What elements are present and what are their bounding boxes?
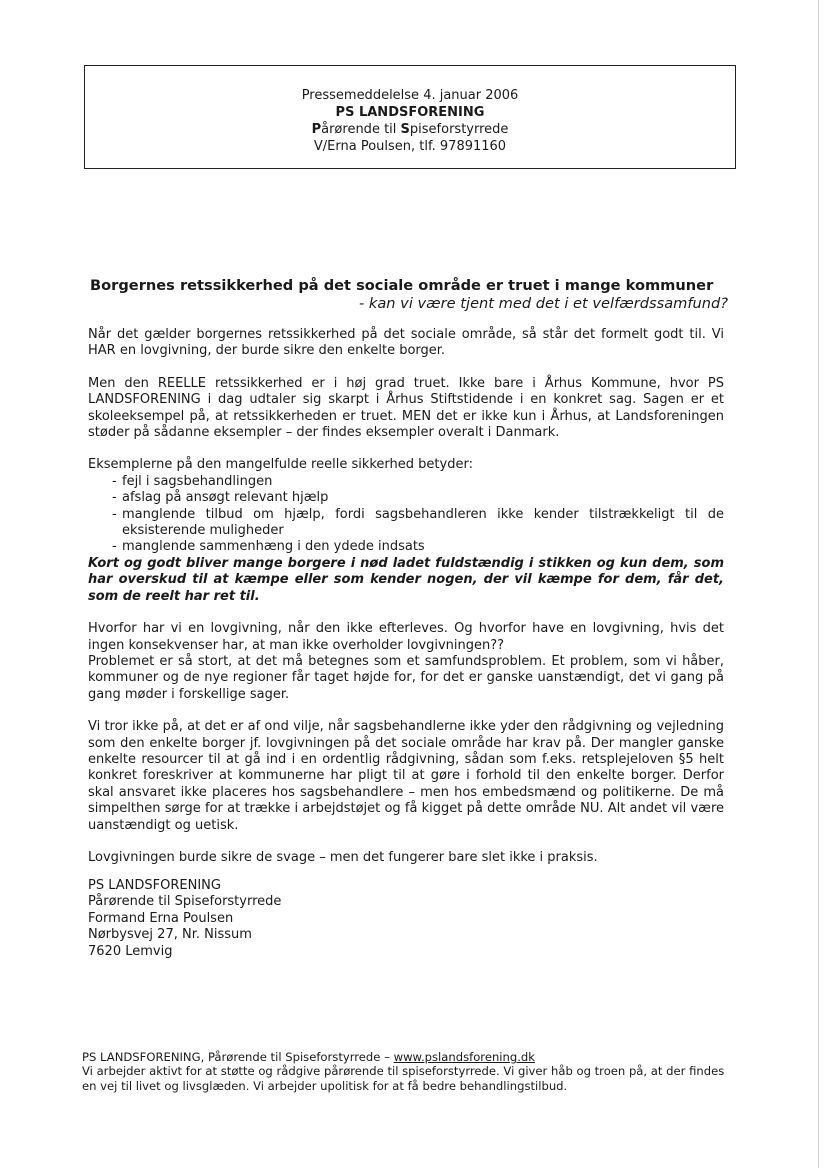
footer	[82, 1050, 732, 1093]
list-item: - manglende tilbud om hjælp, fordi sagsbehandleren ikke kender tilstrækkeligt til de eksisterende muligheder	[112, 506, 724, 539]
paragraph-5: Vi tror ikke på, at det er af ond vilje, når sagsbehandlerne ikke yder den rådgivning og vejledning som den enkelte borger jf. lovgivningen på det sociale område har krav på. Der mangler ganske enkelte resourcer til at gå ind i en ordentlig rådgivning, sådan som f.eks. retsplejeloven §5 helt konkret foreskriver at kommunerne har pligt til at gøre i forhold til den enkelte borger. Derfor skal ansvaret ikke placeres hos sagsbehandlere – men hos embedsmænd og politikerne. De må simpelthen sørge for at trække i arbejdstøjet og få kigget på dette område NU. Alt andet vil være uanstændigt og uetisk.	[88, 719, 724, 833]
paragraph-3: Hvorfor har vi en lovgivning, når den ikke efterleves. Og hvorfor have en lovgivning, hvis det ingen konsekvenser har, at man ikke overholder lovgivningen??	[88, 621, 724, 653]
signature-line: Formand Erna Poulsen	[88, 910, 234, 926]
paragraph-2: Men den REELLE retssikkerhed er i høj grad truet. Ikke bare i Århus Kommune, hvor PS LANDSFORENING i dag udtaler sig skarpt i Århus Stiftstidende i en konkret sag. Sagen er et skoleeksempel på, at retssikkerheden er truet. MEN det er ikke kun i Århus, at Landsforeningen støder på sådanne eksempler – der findes eksempler overalt i Danmark.	[88, 375, 724, 441]
examples-list	[88, 474, 724, 556]
list-item: - afslag på ansøgt relevant hjælp	[112, 490, 329, 506]
headline: Borgernes retssikkerhed på det sociale område er truet i mange kommuner	[90, 277, 714, 294]
contact-line: V/Erna Poulsen, tlf. 97891160	[313, 139, 507, 154]
emphasis-paragraph: Kort og godt bliver mange borgere i nød ladet fuldstændig i stikken og kun dem, som har overskud til at kæmpe eller som kender nogen, der vil kæmpe for dem, får det, som de reelt har ret til.	[88, 555, 724, 604]
press-release-date: Pressemeddelelse 4. januar 2006	[301, 88, 519, 103]
signature-line: Pårørende til Spiseforstyrrede	[88, 894, 282, 910]
paragraph-6: Lovgivningen burde sikre de svage – men det fungerer bare slet ikke i praksis.	[88, 849, 598, 865]
letterhead-box	[84, 65, 736, 169]
organization-name: PS LANDSFORENING	[335, 105, 485, 120]
signature-line: PS LANDSFORENING	[88, 878, 221, 893]
subheadline: - kan vi være tjent med det i et velfærdssamfund?	[359, 295, 728, 312]
body-text	[88, 327, 724, 866]
list-item: - fejl i sagsbehandlingen	[112, 473, 273, 489]
paragraph-1: Når det gælder borgernes retssikkerhed på det sociale område, så står det formelt godt til. Vi HAR en lovgivning, der burde sikre den enkelte borger.	[88, 327, 724, 359]
website-link[interactable]: www.pslandsforening.dk	[393, 1050, 535, 1064]
footer-line-2: Vi arbejder aktivt for at støtte og rådgive pårørende til spiseforstyrrede. Vi giver håb og troen på, at der findes en vej til livet og livsglæden. Vi arbejder upolitisk for at få bedre behandlingstilbud.	[82, 1064, 725, 1093]
list-intro: Eksemplerne på den mangelfulde reelle sikkerhed betyder:	[88, 457, 473, 473]
organization-subtitle: Pårørende til Spiseforstyrrede	[311, 122, 509, 137]
signature-line: Nørbysvej 27, Nr. Nissum	[88, 927, 252, 943]
footer-line-1: PS LANDSFORENING, Pårørende til Spiseforstyrrede – www.pslandsforening.dk	[82, 1050, 535, 1064]
signature-block	[88, 878, 488, 960]
paragraph-4: Problemet er så stort, at det må betegnes som et samfundsproblem. Et problem, som vi håber, kommuner og de nye regioner får taget højde for, for det er ganske uanstændigt, det vi gang på gang møder i forskellige sager.	[88, 653, 724, 702]
signature-line: 7620 Lemvig	[88, 943, 173, 959]
list-item: - manglende sammenhæng i den ydede indsats	[112, 539, 425, 555]
scan-edge-line	[818, 0, 819, 1168]
